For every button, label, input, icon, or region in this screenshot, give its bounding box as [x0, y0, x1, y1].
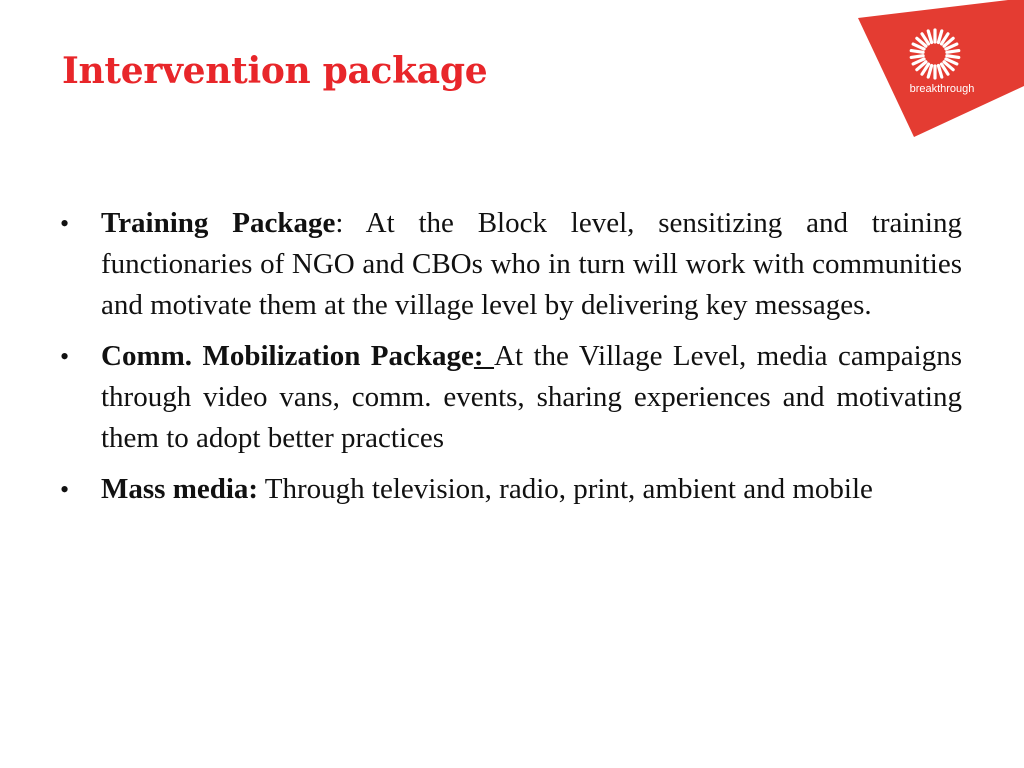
- bullet-text: At the Block level, sensitizing and training functionaries of NGO and CBOs who in turn will work with communities and motivate them at the village level by delivering key messages.: [101, 207, 962, 321]
- bullet-text: At the Village Level, media campaigns through video vans, comm. events, sharing experiences and motivating them to adopt better practices: [101, 340, 962, 454]
- sunburst-ray: [947, 56, 959, 58]
- bullet-text: Through television, radio, print, ambient and mobile: [258, 473, 873, 505]
- sunburst-ray: [947, 51, 959, 53]
- bullet-item-training: [58, 203, 962, 326]
- bullet-point: •: [60, 342, 70, 371]
- breakthrough-logo: [850, 0, 1024, 140]
- bullet-heading: Mass media:: [101, 473, 259, 505]
- logo-red-tile: [858, 0, 1024, 137]
- bullet-point: •: [60, 209, 70, 238]
- bullet-separator: :: [335, 207, 344, 239]
- bullet-list: [58, 203, 962, 520]
- bullet-heading: Comm. Mobilization Package: [101, 340, 474, 372]
- sunburst-ray: [911, 51, 923, 53]
- bullet-item-comm-mobilization: [58, 336, 962, 459]
- logo-wordmark: breakthrough: [909, 83, 975, 95]
- sunburst-ray: [911, 56, 923, 58]
- bullet-item-mass-media: [58, 469, 962, 510]
- slide-title: Intervention package: [62, 50, 488, 92]
- bullet-point: •: [60, 475, 70, 504]
- bullet-separator: :: [473, 340, 495, 372]
- bullet-heading: Training Package: [101, 207, 336, 239]
